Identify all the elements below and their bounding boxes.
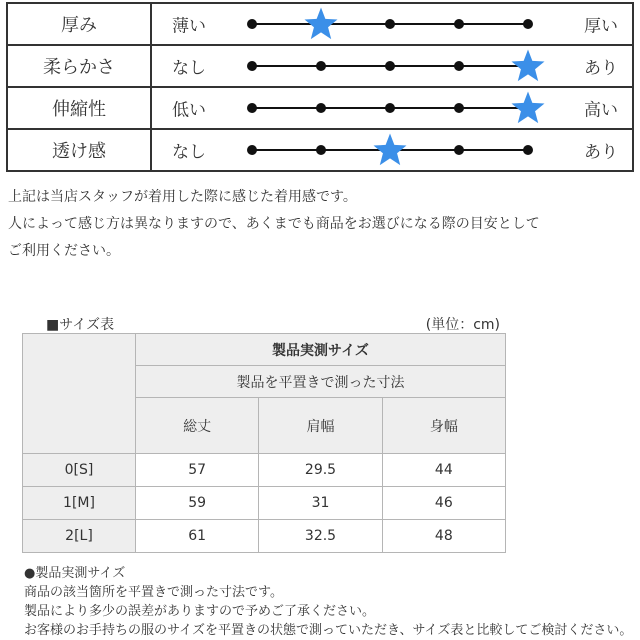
fit-note-line-1: 上記は当店スタッフが着用した際に感じた着用感です。 — [8, 189, 357, 205]
size-table — [22, 333, 506, 553]
rating-row-sheerness — [7, 129, 633, 171]
scale-track — [252, 65, 528, 67]
rating-star-icon — [303, 6, 339, 42]
table-row — [23, 454, 506, 487]
table-cell: 48 — [382, 520, 505, 553]
rating-dot — [247, 19, 257, 29]
size-header-main: 製品実測サイズ — [136, 334, 506, 366]
rating-dot — [316, 61, 326, 71]
rating-dot — [454, 19, 464, 29]
size-label: 2[L] — [23, 520, 136, 553]
rating-dot — [316, 103, 326, 113]
rating-scale — [151, 3, 633, 45]
table-row — [23, 520, 506, 553]
rating-dot — [454, 61, 464, 71]
size-label: 0[S] — [23, 454, 136, 487]
scale-low-label: 薄い — [172, 16, 206, 37]
scale-high-label: あり — [584, 58, 618, 79]
table-cell: 29.5 — [259, 454, 382, 487]
size-table-caption: ■サイズ表 — [46, 317, 115, 333]
footnote-line-2: 製品により多少の誤差がありますので予めご了承ください。 — [24, 604, 376, 619]
scale-low-label: なし — [172, 142, 206, 163]
scale-track — [252, 149, 528, 151]
footnote-line-1: 商品の該当箇所を平置きで測った寸法です。 — [24, 585, 283, 600]
rating-label: 透け感 — [7, 129, 151, 171]
rating-star-icon — [372, 132, 408, 168]
table-cell: 46 — [382, 487, 505, 520]
table-cell: 59 — [136, 487, 259, 520]
rating-dot — [523, 145, 533, 155]
size-corner-cell — [23, 334, 136, 454]
size-header-sub: 製品を平置きで測った寸法 — [136, 366, 506, 398]
rating-dot — [316, 145, 326, 155]
column-header-shoulder: 肩幅 — [259, 398, 382, 454]
rating-star-icon — [510, 90, 546, 126]
table-cell: 44 — [382, 454, 505, 487]
rating-dot — [385, 61, 395, 71]
fit-note-line-3: ご利用ください。 — [8, 243, 120, 259]
rating-dot — [247, 61, 257, 71]
scale-high-label: 厚い — [584, 16, 618, 37]
scale-track — [252, 23, 528, 25]
scale-high-label: 高い — [584, 100, 618, 121]
rating-scale — [151, 129, 633, 171]
column-header-width: 身幅 — [382, 398, 505, 454]
scale-low-label: なし — [172, 58, 206, 79]
scale-track — [252, 107, 528, 109]
rating-dot — [385, 19, 395, 29]
rating-row-thickness — [7, 3, 633, 45]
rating-dot — [523, 19, 533, 29]
table-cell: 61 — [136, 520, 259, 553]
fit-note-line-2: 人によって感じ方は異なりますので、あくまでも商品をお選びになる際の目安として — [8, 216, 540, 232]
rating-dot — [385, 103, 395, 113]
rating-star-icon — [510, 48, 546, 84]
rating-dot — [247, 145, 257, 155]
table-row — [23, 487, 506, 520]
rating-dot — [454, 103, 464, 113]
rating-scale — [151, 87, 633, 129]
rating-row-stretch — [7, 87, 633, 129]
table-cell: 57 — [136, 454, 259, 487]
rating-label: 柔らかさ — [7, 45, 151, 87]
size-table-unit: (単位：cm) — [425, 317, 500, 333]
rating-label: 伸縮性 — [7, 87, 151, 129]
scale-high-label: あり — [584, 142, 618, 163]
texture-rating-table — [6, 2, 634, 172]
rating-dot — [454, 145, 464, 155]
footnote-title: ●製品実測サイズ — [24, 566, 126, 581]
size-label: 1[M] — [23, 487, 136, 520]
table-cell: 31 — [259, 487, 382, 520]
table-cell: 32.5 — [259, 520, 382, 553]
rating-label: 厚み — [7, 3, 151, 45]
scale-low-label: 低い — [172, 100, 206, 121]
footnote-line-3: お客様のお手持ちの服のサイズを平置きの状態で測っていただき、サイズ表と比較してご検討ください。 — [24, 623, 633, 638]
rating-row-softness — [7, 45, 633, 87]
rating-dot — [247, 103, 257, 113]
rating-scale — [151, 45, 633, 87]
column-header-length: 総丈 — [136, 398, 259, 454]
